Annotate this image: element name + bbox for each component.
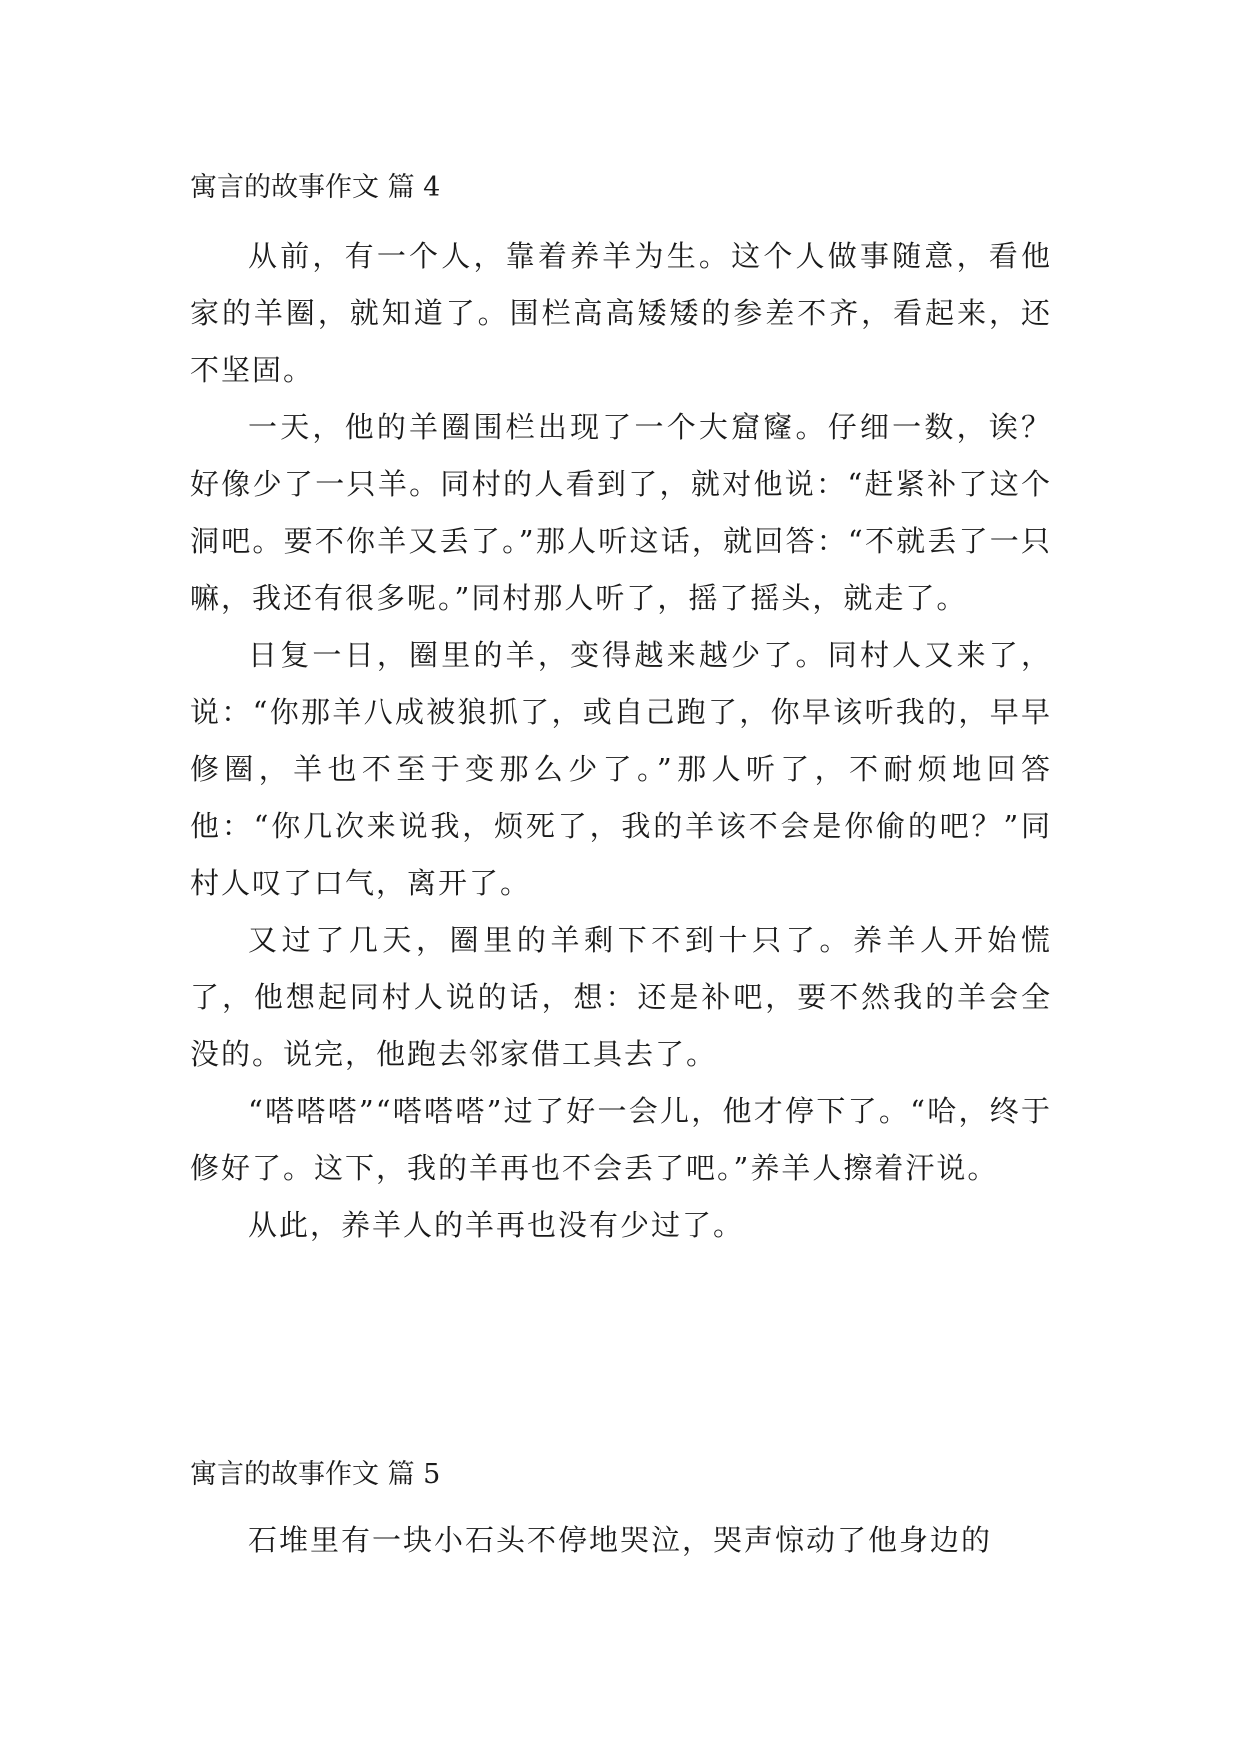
paragraph: 石堆里有一块小石头不停地哭泣，哭声惊动了他身边的: [248, 1523, 993, 1557]
section-body: [190, 228, 1052, 1254]
section-title: 寓言的故事作文 篇 5: [190, 1459, 441, 1490]
essay-section-4: [190, 168, 1052, 1254]
section-title: 寓言的故事作文 篇 4: [190, 172, 441, 203]
paragraph: 一天，他的羊圈围栏出现了一个大窟窿。仔细一数，诶？好像少了一只羊。同村的人看到了，就对他说：“赶紧补了这个洞吧。要不你羊又丢了。”那人听这话，就回答：“不就丢了一只嘛，我还有很多呢。”同村那人听了，摇了摇头，就走了。: [190, 410, 1052, 615]
essay-section-5: [190, 1455, 1052, 1569]
paragraph: “嗒嗒嗒”“嗒嗒嗒”过了好一会儿，他才停下了。“哈，终于修好了。这下，我的羊再也不会丢了吧。”养羊人擦着汗说。: [190, 1094, 1052, 1185]
paragraph: 又过了几天，圈里的羊剩下不到十只了。养羊人开始慌了，他想起同村人说的话，想：还是补吧，要不然我的羊会全没的。说完，他跑去邻家借工具去了。: [190, 923, 1052, 1071]
paragraph: 日复一日，圈里的羊，变得越来越少了。同村人又来了，说：“你那羊八成被狼抓了，或自己跑了，你早该听我的，早早修圈，羊也不至于变那么少了。”那人听了，不耐烦地回答他：“你几次来说我，烦死了，我的羊该不会是你偷的吧？”同村人叹了口气，离开了。: [190, 638, 1052, 900]
paragraph: 从此，养羊人的羊再也没有少过了。: [248, 1208, 745, 1242]
paragraph: 从前，有一个人，靠着养羊为生。这个人做事随意，看他家的羊圈，就知道了。围栏高高矮矮的参差不齐，看起来，还不坚固。: [190, 239, 1052, 387]
section-body: [190, 1512, 1052, 1569]
